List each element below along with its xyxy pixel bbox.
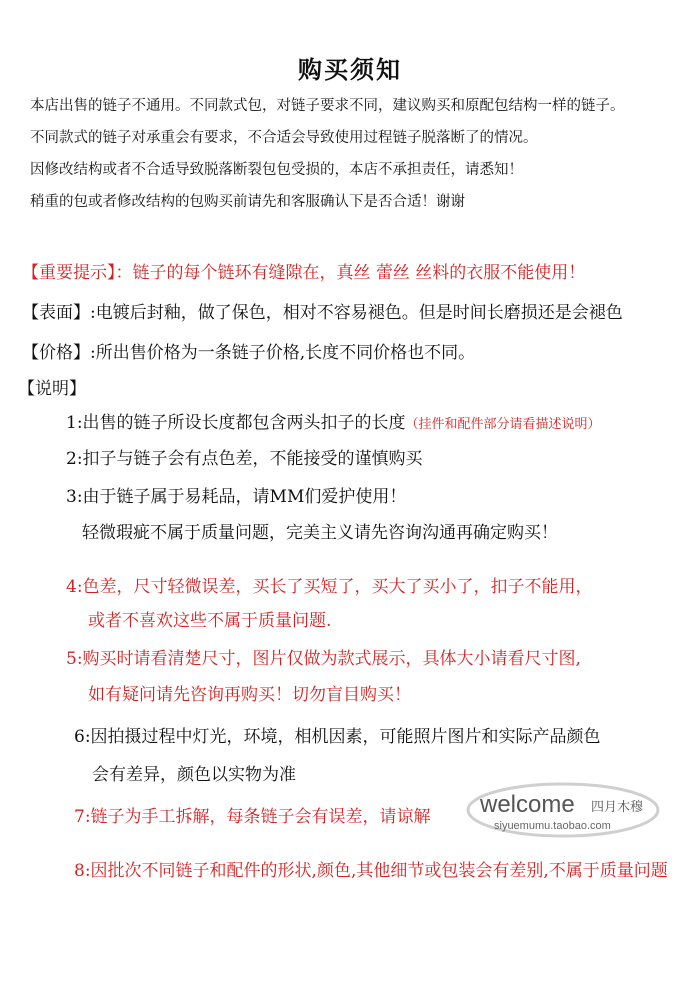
intro-line-1: 本店出售的链子不通用。不同款式包，对链子要求不同，建议购买和原配包结构一样的链子。 bbox=[30, 98, 625, 114]
item-1-text: 1:出售的链子所设长度都包含两头扣子的长度 bbox=[66, 413, 406, 433]
watermark-welcome: welcome bbox=[480, 791, 575, 818]
item-8: 8:因批次不同链子和配件的形状,颜色,其他细节或包装会有差别,不属于质量问题 bbox=[74, 861, 668, 881]
price-text: :所出售价格为一条链子价格,长度不同价格也不同。 bbox=[90, 343, 476, 363]
item-3: 3:由于链子属于易耗品，请MM们爱护使用！ bbox=[66, 487, 407, 507]
surface-label: 【表面】 bbox=[22, 303, 90, 323]
item-3-continued: 轻微瑕疵不属于质量问题，完美主义请先咨询沟通再确定购买！ bbox=[82, 523, 558, 543]
item-5-continued: 如有疑问请先咨询再购买！切勿盲目购买！ bbox=[88, 685, 411, 705]
price-notice bbox=[22, 338, 475, 363]
item-7: 7:链子为手工拆解，每条链子会有误差，请谅解 bbox=[74, 807, 431, 827]
item-6-continued: 会有差异，颜色以实物为准 bbox=[92, 765, 296, 785]
price-label: 【价格】 bbox=[22, 343, 90, 363]
item-2: 2:扣子与链子会有点色差，不能接受的谨慎购买 bbox=[66, 449, 423, 469]
surface-text: :电镀后封釉，做了保色，相对不容易褪色。但是时间长磨损还是会褪色 bbox=[90, 303, 623, 323]
item-4-continued: 或者不喜欢这些不属于质量问题. bbox=[88, 611, 332, 631]
watermark-url: siyuemumu.taobao.com bbox=[494, 820, 611, 832]
page-title: 购买须知 bbox=[298, 55, 402, 84]
shop-watermark bbox=[466, 782, 660, 838]
explain-label: 【说明】 bbox=[18, 379, 86, 399]
intro-line-4: 稍重的包或者修改结构的包购买前请先和客服确认下是否合适！谢谢 bbox=[30, 194, 465, 210]
item-6: 6:因拍摄过程中灯光，环境，相机因素，可能照片图片和实际产品颜色 bbox=[74, 727, 601, 747]
surface-notice bbox=[22, 298, 623, 323]
item-5: 5:购买时请看清楚尺寸，图片仅做为款式展示，具体大小请看尺寸图, bbox=[66, 649, 581, 669]
item-1-note: （挂件和配件部分请看描述说明） bbox=[405, 417, 601, 432]
important-text: ：链子的每个链环有缝隙在，真丝 蕾丝 丝料的衣服不能使用！ bbox=[115, 263, 586, 283]
item-1 bbox=[66, 408, 601, 433]
item-4: 4:色差，尺寸轻微误差，买长了买短了，买大了买小了，扣子不能用， bbox=[66, 577, 593, 597]
important-notice bbox=[22, 258, 585, 283]
intro-line-2: 不同款式的链子对承重会有要求，不合适会导致使用过程链子脱落断了的情况。 bbox=[30, 130, 538, 146]
watermark-shop-name: 四月木穆 bbox=[591, 800, 644, 815]
intro-line-3: 因修改结构或者不合适导致脱落断裂包包受损的，本店不承担责任，请悉知！ bbox=[30, 162, 523, 178]
important-label: 【重要提示】 bbox=[22, 263, 116, 283]
